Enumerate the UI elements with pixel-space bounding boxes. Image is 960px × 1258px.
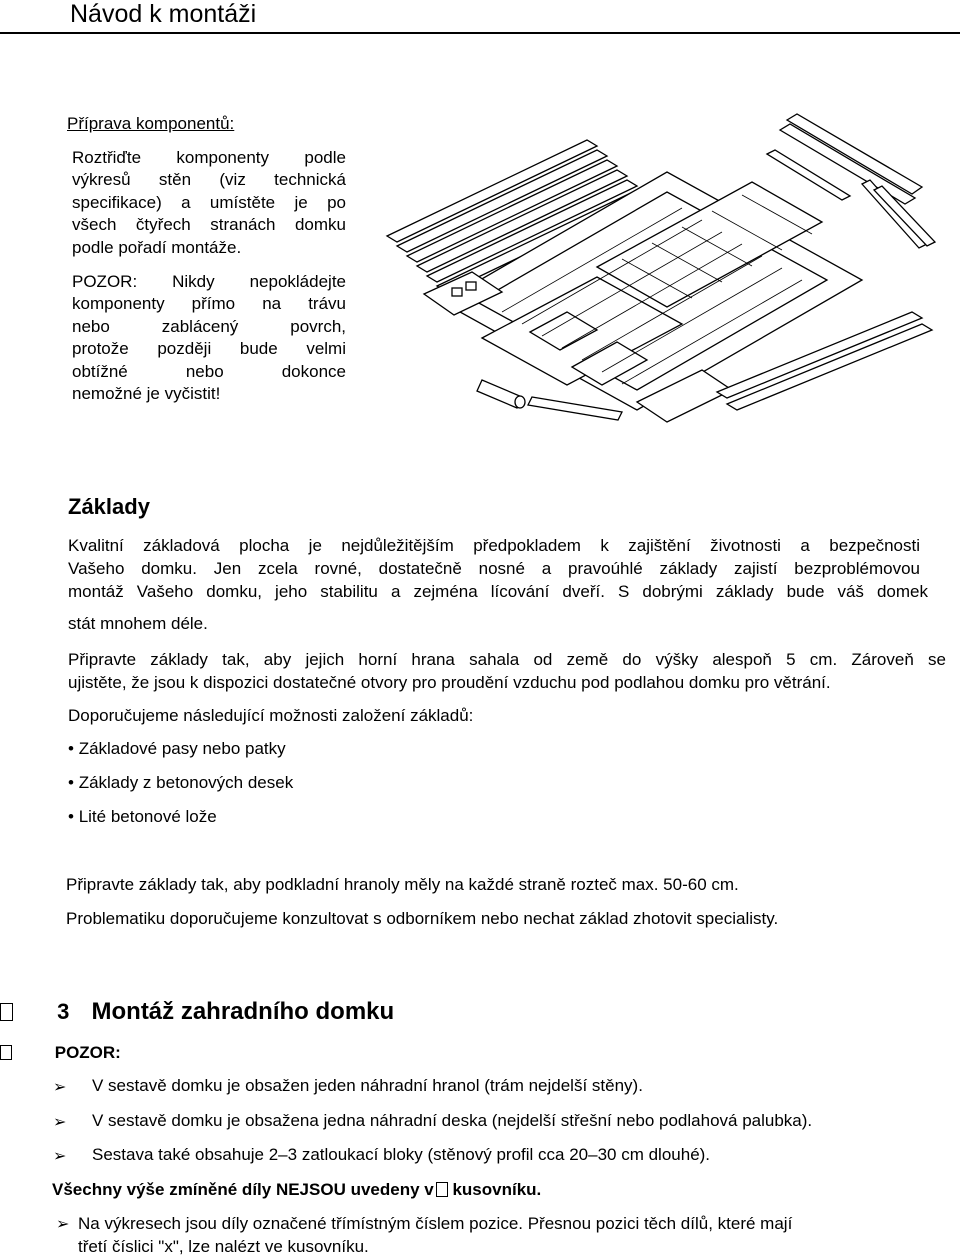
arrow-bullet-icon: ➢ [53, 1114, 67, 1131]
page-title: Návod k montáži [70, 0, 257, 28]
assembly-item: V sestavě domku je obsažena jedna náhradní deska (nejdelší střešní nebo podlahová palubka). [92, 1111, 813, 1130]
beam-note: Připravte základy tak, aby podkladní hranoly měly na každé straně rozteč max. 50-60 cm. [66, 875, 739, 894]
foundation-option: • Základy z betonových desek [68, 773, 294, 792]
prep-line: podle pořadí montáže. [72, 237, 242, 257]
foundation-line: Vašeho domku. Jen zcela rovné, dostatečně nosné a pravoúhlé základy zajistí bezproblémovou [68, 559, 920, 578]
missing-glyph-icon [0, 1003, 13, 1021]
warning-label: POZOR [72, 272, 133, 291]
section-3-heading: 3 Montáž zahradního domku [0, 998, 394, 1026]
drawing-note-line: Na výkresech jsou díly označené třímístným číslem pozice. Přesnou pozici těch dílů, které mají [78, 1214, 793, 1233]
foundation-recommend: Doporučujeme následující možnosti založení základů: [68, 706, 474, 725]
foundation-paragraph [68, 534, 928, 603]
prep-line: specifikace) a umístěte je po [72, 192, 346, 212]
prep-warning-line: komponenty přímo na trávu [72, 294, 346, 314]
arrow-bullet-icon: ➢ [53, 1079, 67, 1096]
foundation-heading: Základy [68, 494, 150, 519]
prep-warning-line: nebo zablácený povrch, [72, 316, 346, 336]
drawing-note [78, 1212, 906, 1258]
prep-line: Roztřiďte komponenty podle [72, 148, 346, 167]
consult-note: Problematiku doporučujeme konzultovat s odborníkem nebo nechat základ zhotovit specialisty. [66, 909, 779, 928]
prep-warning-line: obtížné nebo dokonce [72, 361, 346, 381]
components-drawing [382, 112, 942, 454]
foundation-prepare-line: ujistěte, že jsou k dispozici dostatečné otvory pro proudění vzduchu pod podlahou domku pro větrání. [68, 673, 831, 692]
prep-warning-first-line: POZOR: Nikdy nepokládejte [72, 272, 346, 291]
prep-line: výkresů stěn (viz technická [72, 170, 346, 190]
prep-warning-line: protože později bude velmi [72, 339, 346, 359]
foundation-line: Kvalitní základová plocha je nejdůležitějším předpokladem k zajištění životnosti a bezpečnosti [68, 536, 920, 555]
arrow-bullet-icon: ➢ [53, 1148, 67, 1165]
not-listed-note: Všechny výše zmíněné díly NEJSOU uvedeny v kusovníku. [52, 1180, 542, 1199]
missing-glyph-icon [0, 1045, 12, 1060]
prep-paragraph [72, 147, 346, 259]
prep-warning-line: nemožné je vyčistit! [72, 384, 221, 404]
foundation-prepare [68, 648, 946, 694]
assembly-item: V sestavě domku je obsažen jeden náhradní hranol (trám nejdelší stěny). [92, 1076, 643, 1095]
foundation-option: • Lité betonové lože [68, 807, 217, 826]
foundation-prepare-line: Připravte základy tak, aby jejich horní hrana sahala od země do výšky alespoň 5 cm. Zároveň se [68, 650, 946, 669]
title-divider [0, 32, 960, 34]
arrow-bullet-icon: ➢ [56, 1216, 70, 1233]
prep-line: všech čtyřech stranách domku [72, 215, 346, 235]
drawing-note-line: třetí číslici "x", lze nalézt ve kusovníku. [78, 1237, 369, 1256]
foundation-line: stát mnohem déle. [68, 614, 208, 633]
prep-warning [72, 271, 346, 405]
missing-glyph-icon [436, 1182, 448, 1197]
foundation-line: montáž Vašeho domku, jeho stabilitu a zejména lícování dveří. S dobrými základy bude váš domek [68, 582, 928, 601]
foundation-option: • Základové pasy nebo patky [68, 739, 286, 758]
assembly-item: Sestava také obsahuje 2–3 zatloukací bloky (stěnový profil cca 20–30 cm dlouhé). [92, 1145, 711, 1164]
assembly-warning: POZOR: [0, 1043, 121, 1063]
prep-heading: Příprava komponentů: [67, 114, 235, 133]
